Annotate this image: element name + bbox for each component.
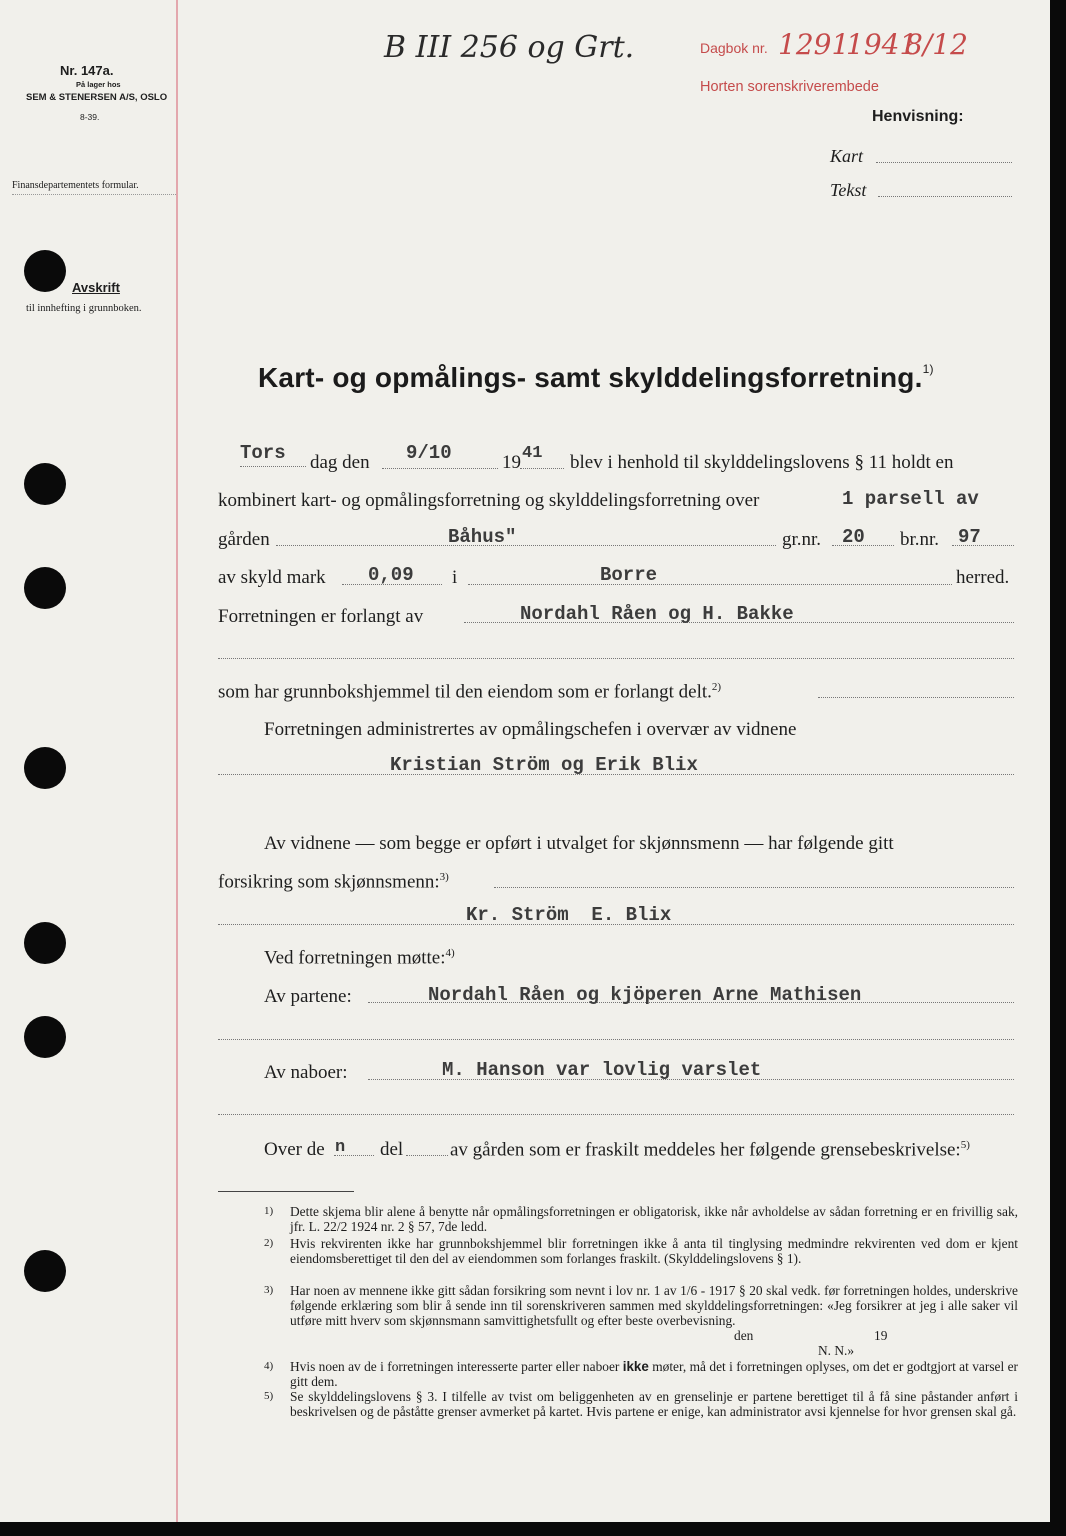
line10-footnote-marker: 4) <box>445 947 455 959</box>
date-line <box>382 468 498 469</box>
footnote-text: Dette skjema blir alene å benytte når opmålingsforretningen er obligatorisk, ikke når avholdelse av sådan forretning er en frivillig sak, jfr. L. 22/2 1924 nr. 2 § 57, 7de ledd. <box>290 1204 1018 1234</box>
line9-label: forsikring som skjønnsmenn: <box>218 871 440 893</box>
footnote-number: 2) <box>264 1237 274 1249</box>
handwritten-reference: B III 256 og Grt. <box>384 30 635 65</box>
punch-hole <box>24 1250 66 1292</box>
tekst-line <box>878 196 1012 197</box>
date-field: 9/10 <box>406 442 452 464</box>
brnr-line <box>952 545 1014 546</box>
line2-text: kombinert kart- og opmålingsforretning og skylddelingsforretning over <box>218 490 760 511</box>
grnr-field: 20 <box>842 526 865 548</box>
line6-text <box>218 681 721 703</box>
henvisning-label: Henvisning: <box>872 108 964 125</box>
blank-line <box>218 658 1014 659</box>
blank-line <box>218 1114 1014 1115</box>
footnote-text: Har noen av mennene ikke gitt sådan forsikring som nevnt i lov nr. 1 av 1/6 - 1917 § 20 skal vedk. før forretningen holdes, underskrive følgende erklæring som blir å sende inn til sorenskriveren sammen med skylddelingsforretningen: «Jeg forsikrer at jeg i alle saker vil utføre mitt hverv som skjønnsmann samvittighetsfullt og efter beste overbevisning. <box>290 1283 1018 1328</box>
witnesses-field: Kristian Ström og Erik Blix <box>390 754 698 776</box>
avskrift-label: Avskrift <box>72 280 120 295</box>
line7-text: Forretningen administrertes av opmålingschefen i overvær av vidnene <box>264 719 797 740</box>
punch-hole <box>24 922 66 964</box>
naboer-field: M. Hanson var lovlig varslet <box>442 1059 762 1081</box>
footnote-den: den <box>734 1328 754 1343</box>
naboer-label: Av naboer: <box>264 1062 348 1083</box>
dagbok-date: 8/12 <box>905 28 968 61</box>
footnote-text: Hvis rekvirenten ikke har grunnbokshjemmel blir forretningen ikke å anta til tinglysing medmindre rekvirenten ved dom er kjent eiendomsberettiget til den del av eiendommen som forlanges fraskilt. (Skylddelingslovens § 1). <box>290 1236 1018 1266</box>
line9-text <box>218 871 449 893</box>
footnote-number: 1) <box>264 1205 274 1217</box>
requested-by-label: Forretningen er forlangt av <box>218 606 424 627</box>
line6-fill <box>818 697 1014 698</box>
over-den-label: Over de <box>264 1139 325 1160</box>
dagbok-label: Dagbok nr. <box>700 40 768 56</box>
footnote-number: 3) <box>264 1284 274 1296</box>
title-footnote-marker: 1) <box>922 361 934 376</box>
margin-rule <box>176 0 178 1522</box>
line6-label: som har grunnbokshjemmel til den eiendom som er forlangt delt. <box>218 681 712 703</box>
partene-field: Nordahl Råen og kjöperen Arne Mathisen <box>428 984 862 1006</box>
footnote-number: 5) <box>264 1390 274 1402</box>
line10-label: Ved forretningen møtte: <box>264 947 446 969</box>
partene-label: Av partene: <box>264 986 352 1007</box>
footnote-separator <box>218 1191 354 1192</box>
line12-footnote-marker: 5) <box>960 1139 970 1151</box>
footnote-text-a: Hvis noen av de i forretningen interesserte parter eller naboer <box>290 1359 620 1374</box>
blank-line <box>218 1039 1014 1040</box>
i-label: i <box>452 567 458 588</box>
garden-line <box>276 545 776 546</box>
line6-footnote-marker: 2) <box>711 681 722 693</box>
ministry-underline <box>12 194 176 195</box>
del-line <box>406 1155 448 1156</box>
requesters-field: Nordahl Råen og H. Bakke <box>520 603 794 625</box>
district-line <box>468 584 952 585</box>
district-field: Borre <box>600 564 658 586</box>
weekday-line <box>240 466 306 467</box>
publisher-line-2: SEM & STENERSEN A/S, OSLO <box>26 92 168 103</box>
over-den-line <box>334 1155 374 1156</box>
herred-label: herred. <box>956 567 1010 588</box>
punch-hole <box>24 567 66 609</box>
grnr-label: gr.nr. <box>782 529 822 550</box>
brnr-field: 97 <box>958 526 981 548</box>
dagbok-number: 1291 <box>778 28 850 61</box>
punch-hole <box>24 1016 66 1058</box>
footnote-19: 19 <box>874 1328 888 1343</box>
punch-hole <box>24 250 66 292</box>
footnote-number: 4) <box>264 1360 274 1372</box>
kart-line <box>876 162 1012 163</box>
footnote-text-b: møter, må det i forretningen oplyses, om det er godtgjort at varsel er gitt dem. <box>290 1359 1018 1389</box>
kart-label: Kart <box>830 146 864 166</box>
dag-den-label: dag den <box>310 452 370 473</box>
footnote-nn: N. N.» <box>818 1343 855 1358</box>
line8-text: Av vidnene — som begge er opført i utvalget for skjønnsmenn — har følgende gitt <box>264 833 894 854</box>
ministry-label: Finansdepartementets formular. <box>12 180 139 191</box>
line12-label: av gården som er fraskilt meddeles her følgende grensebeskrivelse: <box>450 1139 961 1161</box>
farm-name-field: Båhus" <box>448 526 517 548</box>
signers-field: Kr. Ström E. Blix <box>466 904 672 926</box>
year-prefix: 19 <box>502 452 521 473</box>
punch-hole <box>24 463 66 505</box>
office-stamp: Horten sorenskriverembede <box>700 79 879 95</box>
footnote-text: Se skylddelingslovens § 3. I tilfelle av tvist om beliggenheten av en grenselinje er partene berettiget til å få sine påstander anført i beskrivelsen og de påståtte grenser avmerket på kartet. Hvis partene er enige, kan administrator avsi kjennelse for hvor grensen skal gå. <box>290 1389 1018 1419</box>
footnote-text <box>290 1359 1018 1389</box>
garden-label: gården <box>218 529 270 550</box>
del-label: del <box>380 1139 404 1160</box>
dagbok-year: 1941 <box>846 28 918 61</box>
line9-footnote-marker: 3) <box>439 871 449 883</box>
publisher-line-1: På lager hos <box>76 80 121 89</box>
document-title-text: Kart- og opmålings- samt skylddelingsforretning. <box>258 362 923 393</box>
line10-text <box>264 947 455 969</box>
year-line <box>520 468 564 469</box>
print-date: 8-39. <box>80 112 100 122</box>
line1-text: blev i henhold til skylddelingslovens § 11 holdt en <box>570 452 954 473</box>
document-title <box>258 362 934 394</box>
parcel-count-field: 1 parsell av <box>842 488 979 510</box>
brnr-label: br.nr. <box>900 529 940 550</box>
skyld-mark-label: av skyld mark <box>218 567 326 588</box>
year-field: 41 <box>522 444 543 463</box>
form-number: Nr. 147a. <box>60 63 114 78</box>
line9-fill <box>494 887 1014 888</box>
over-den-field: n <box>335 1138 346 1157</box>
grnr-line <box>832 545 894 546</box>
weekday-field: Tors <box>240 442 286 464</box>
footnote-emphasis: ikke <box>622 1359 649 1374</box>
line12-text <box>450 1139 970 1161</box>
avskrift-sublabel: til innhefting i grunnboken. <box>26 303 142 314</box>
tekst-label: Tekst <box>830 180 867 200</box>
punch-hole <box>24 747 66 789</box>
skyld-mark-field: 0,09 <box>368 564 414 586</box>
